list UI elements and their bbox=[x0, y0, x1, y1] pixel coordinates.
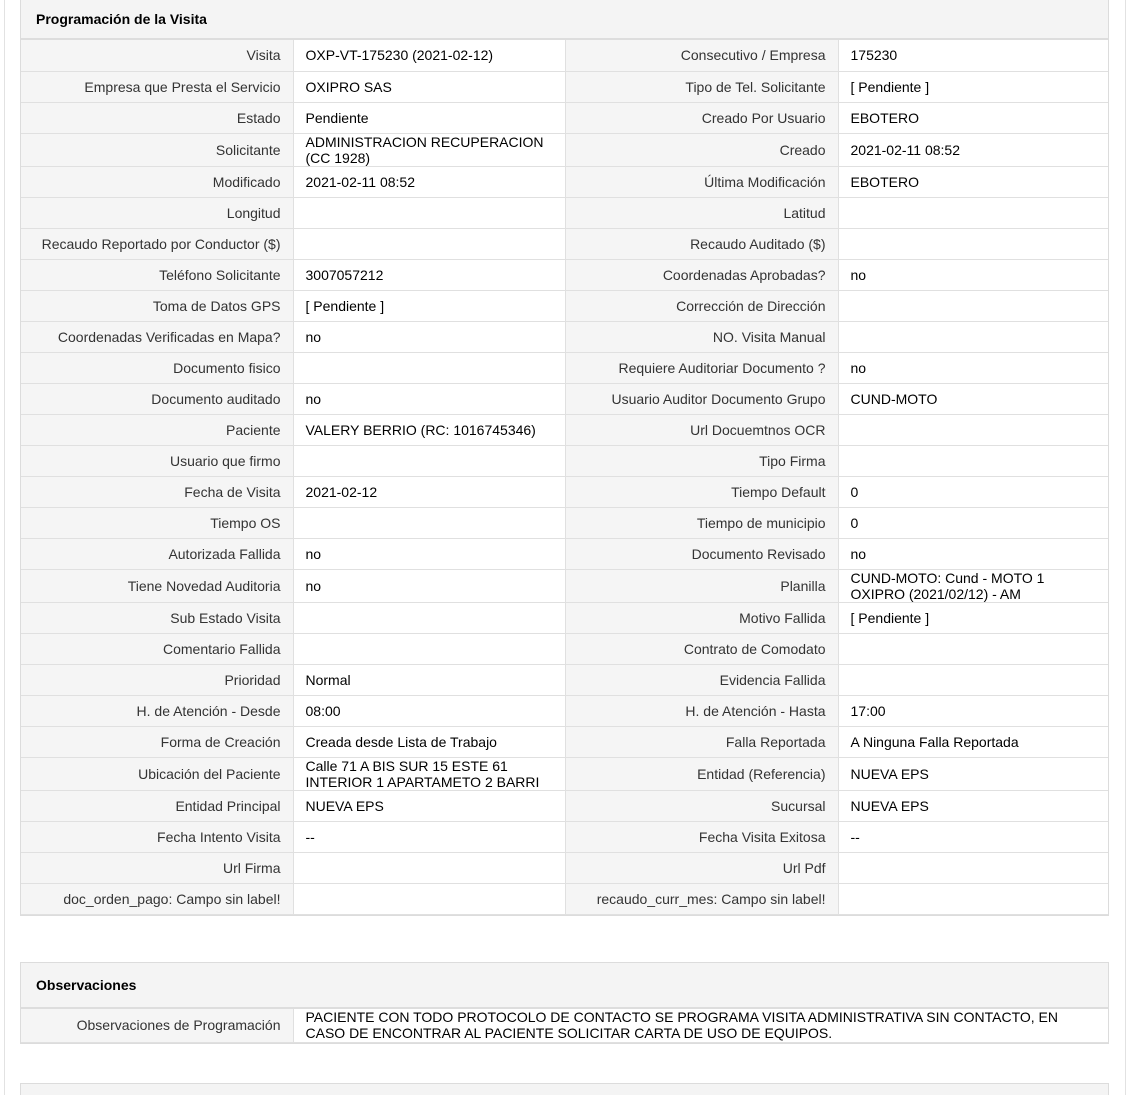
field-value bbox=[293, 633, 565, 664]
field-value: ADMINISTRACION RECUPERACION (CC 1928) bbox=[293, 133, 565, 166]
field-value: 3007057212 bbox=[293, 259, 565, 290]
field-value: no bbox=[293, 538, 565, 569]
field-label: Longitud bbox=[21, 197, 293, 228]
field-label: Latitud bbox=[565, 197, 838, 228]
field-value bbox=[293, 228, 565, 259]
table-row bbox=[21, 228, 1108, 259]
table-row bbox=[21, 166, 1108, 197]
field-value bbox=[293, 602, 565, 633]
field-label: Tiempo Default bbox=[565, 476, 838, 507]
field-label: Tipo Firma bbox=[565, 445, 838, 476]
field-value: 175230 bbox=[838, 40, 1108, 71]
field-label: Sub Estado Visita bbox=[21, 602, 293, 633]
field-label: Entidad (Referencia) bbox=[565, 757, 838, 790]
field-label: Consecutivo / Empresa bbox=[565, 40, 838, 71]
field-label: Tiene Novedad Auditoria bbox=[21, 569, 293, 602]
field-value: no bbox=[293, 383, 565, 414]
field-value: EBOTERO bbox=[838, 166, 1108, 197]
field-value: NUEVA EPS bbox=[838, 757, 1108, 790]
field-value bbox=[293, 507, 565, 538]
field-label: Tiempo OS bbox=[21, 507, 293, 538]
field-label: Fecha de Visita bbox=[21, 476, 293, 507]
table-row bbox=[21, 133, 1108, 166]
next-panel-header bbox=[21, 1084, 1108, 1095]
field-value bbox=[838, 445, 1108, 476]
observaciones-row bbox=[21, 1009, 1108, 1042]
field-value bbox=[293, 445, 565, 476]
table-row bbox=[21, 71, 1108, 102]
field-value: 17:00 bbox=[838, 695, 1108, 726]
field-value bbox=[838, 633, 1108, 664]
field-label: Sucursal bbox=[565, 790, 838, 821]
field-value bbox=[838, 321, 1108, 352]
field-label: Entidad Principal bbox=[21, 790, 293, 821]
field-label: Última Modificación bbox=[565, 166, 838, 197]
table-row bbox=[21, 883, 1108, 914]
field-label: Coordenadas Aprobadas? bbox=[565, 259, 838, 290]
table-row bbox=[21, 852, 1108, 883]
field-label: Empresa que Presta el Servicio bbox=[21, 71, 293, 102]
table-row bbox=[21, 602, 1108, 633]
field-value bbox=[838, 290, 1108, 321]
field-label: Fecha Visita Exitosa bbox=[565, 821, 838, 852]
field-label: Url Firma bbox=[21, 852, 293, 883]
field-label: Toma de Datos GPS bbox=[21, 290, 293, 321]
field-label: Creado Por Usuario bbox=[565, 102, 838, 133]
next-panel bbox=[20, 1083, 1109, 1095]
field-label: Documento fisico bbox=[21, 352, 293, 383]
field-value: no bbox=[838, 352, 1108, 383]
field-value: [ Pendiente ] bbox=[838, 71, 1108, 102]
table-row bbox=[21, 695, 1108, 726]
field-label: Ubicación del Paciente bbox=[21, 757, 293, 790]
field-label: Evidencia Fallida bbox=[565, 664, 838, 695]
field-label: Modificado bbox=[21, 166, 293, 197]
section-title-programacion: Programación de la Visita bbox=[21, 0, 1108, 40]
field-value: 2021-02-11 08:52 bbox=[838, 133, 1108, 166]
field-value bbox=[838, 852, 1108, 883]
table-row bbox=[21, 290, 1108, 321]
field-label: Usuario Auditor Documento Grupo bbox=[565, 383, 838, 414]
field-label: H. de Atención - Hasta bbox=[565, 695, 838, 726]
table-row bbox=[21, 664, 1108, 695]
field-value: 08:00 bbox=[293, 695, 565, 726]
table-row bbox=[21, 445, 1108, 476]
field-label: Creado bbox=[565, 133, 838, 166]
field-label: Documento Revisado bbox=[565, 538, 838, 569]
field-value: A Ninguna Falla Reportada bbox=[838, 726, 1108, 757]
table-row bbox=[21, 102, 1108, 133]
field-label: Planilla bbox=[565, 569, 838, 602]
table-row bbox=[21, 352, 1108, 383]
observaciones-panel bbox=[20, 962, 1109, 1044]
field-value: [ Pendiente ] bbox=[838, 602, 1108, 633]
section-title-observaciones: Observaciones bbox=[21, 963, 1108, 1009]
table-row bbox=[21, 633, 1108, 664]
observaciones-label: Observaciones de Programación bbox=[21, 1009, 293, 1042]
table-row bbox=[21, 507, 1108, 538]
table-row bbox=[21, 790, 1108, 821]
field-label: Recaudo Auditado ($) bbox=[565, 228, 838, 259]
field-label: Estado bbox=[21, 102, 293, 133]
field-label: recaudo_curr_mes: Campo sin label! bbox=[565, 883, 838, 914]
field-label: Contrato de Comodato bbox=[565, 633, 838, 664]
field-label: Autorizada Fallida bbox=[21, 538, 293, 569]
field-value: -- bbox=[293, 821, 565, 852]
field-value: no bbox=[838, 259, 1108, 290]
field-value: 2021-02-11 08:52 bbox=[293, 166, 565, 197]
field-value: Pendiente bbox=[293, 102, 565, 133]
field-value bbox=[838, 228, 1108, 259]
table-row bbox=[21, 383, 1108, 414]
field-value: CUND-MOTO bbox=[838, 383, 1108, 414]
table-row bbox=[21, 414, 1108, 445]
field-value bbox=[838, 664, 1108, 695]
field-label: doc_orden_pago: Campo sin label! bbox=[21, 883, 293, 914]
table-row bbox=[21, 821, 1108, 852]
field-value: 0 bbox=[838, 476, 1108, 507]
field-label: Paciente bbox=[21, 414, 293, 445]
field-value: NUEVA EPS bbox=[293, 790, 565, 821]
field-label: Coordenadas Verificadas en Mapa? bbox=[21, 321, 293, 352]
field-value: no bbox=[293, 321, 565, 352]
observaciones-table bbox=[21, 1009, 1108, 1043]
field-label: Url Pdf bbox=[565, 852, 838, 883]
field-label: Recaudo Reportado por Conductor ($) bbox=[21, 228, 293, 259]
field-value: NUEVA EPS bbox=[838, 790, 1108, 821]
field-label: Falla Reportada bbox=[565, 726, 838, 757]
field-value: Calle 71 A BIS SUR 15 ESTE 61 INTERIOR 1 APARTAMETO 2 BARRI bbox=[293, 757, 565, 790]
table-row bbox=[21, 321, 1108, 352]
field-value: no bbox=[293, 569, 565, 602]
field-value: OXIPRO SAS bbox=[293, 71, 565, 102]
visita-details-table bbox=[21, 40, 1108, 915]
field-value: 0 bbox=[838, 507, 1108, 538]
field-label: Forma de Creación bbox=[21, 726, 293, 757]
left-divider bbox=[4, 0, 5, 1095]
field-label: Fecha Intento Visita bbox=[21, 821, 293, 852]
field-value: 2021-02-12 bbox=[293, 476, 565, 507]
right-scrollbar-track bbox=[1125, 0, 1126, 1095]
field-value: Normal bbox=[293, 664, 565, 695]
field-value: EBOTERO bbox=[838, 102, 1108, 133]
field-value: -- bbox=[838, 821, 1108, 852]
table-row bbox=[21, 538, 1108, 569]
table-row bbox=[21, 259, 1108, 290]
field-value bbox=[293, 197, 565, 228]
field-value bbox=[838, 414, 1108, 445]
observaciones-value: PACIENTE CON TODO PROTOCOLO DE CONTACTO SE PROGRAMA VISITA ADMINISTRATIVA SIN CONTACTO, EN CASO DE ENCONTRAR AL PACIENTE SOLICITAR CARTA DE USO DE EQUIPOS. bbox=[293, 1009, 1108, 1042]
table-row bbox=[21, 40, 1108, 71]
field-value: no bbox=[838, 538, 1108, 569]
field-value: Creada desde Lista de Trabajo bbox=[293, 726, 565, 757]
table-row bbox=[21, 197, 1108, 228]
programacion-visita-panel bbox=[20, 0, 1109, 916]
field-label: Solicitante bbox=[21, 133, 293, 166]
table-row bbox=[21, 757, 1108, 790]
field-value bbox=[838, 197, 1108, 228]
field-label: Requiere Auditoriar Documento ? bbox=[565, 352, 838, 383]
field-label: Tiempo de municipio bbox=[565, 507, 838, 538]
field-label: Comentario Fallida bbox=[21, 633, 293, 664]
field-label: Url Docuemtnos OCR bbox=[565, 414, 838, 445]
field-value: OXP-VT-175230 (2021-02-12) bbox=[293, 40, 565, 71]
field-value: CUND-MOTO: Cund - MOTO 1 OXIPRO (2021/02/12) - AM bbox=[838, 569, 1108, 602]
field-label: Prioridad bbox=[21, 664, 293, 695]
table-row bbox=[21, 726, 1108, 757]
field-label: H. de Atención - Desde bbox=[21, 695, 293, 726]
field-label: Usuario que firmo bbox=[21, 445, 293, 476]
field-value: [ Pendiente ] bbox=[293, 290, 565, 321]
field-value bbox=[293, 883, 565, 914]
field-label: Visita bbox=[21, 40, 293, 71]
field-value bbox=[293, 852, 565, 883]
field-label: Corrección de Dirección bbox=[565, 290, 838, 321]
field-value: VALERY BERRIO (RC: 1016745346) bbox=[293, 414, 565, 445]
field-label: Documento auditado bbox=[21, 383, 293, 414]
field-label: Teléfono Solicitante bbox=[21, 259, 293, 290]
field-label: NO. Visita Manual bbox=[565, 321, 838, 352]
field-value bbox=[838, 883, 1108, 914]
field-label: Motivo Fallida bbox=[565, 602, 838, 633]
field-label: Tipo de Tel. Solicitante bbox=[565, 71, 838, 102]
field-value bbox=[293, 352, 565, 383]
table-row bbox=[21, 476, 1108, 507]
table-row bbox=[21, 569, 1108, 602]
